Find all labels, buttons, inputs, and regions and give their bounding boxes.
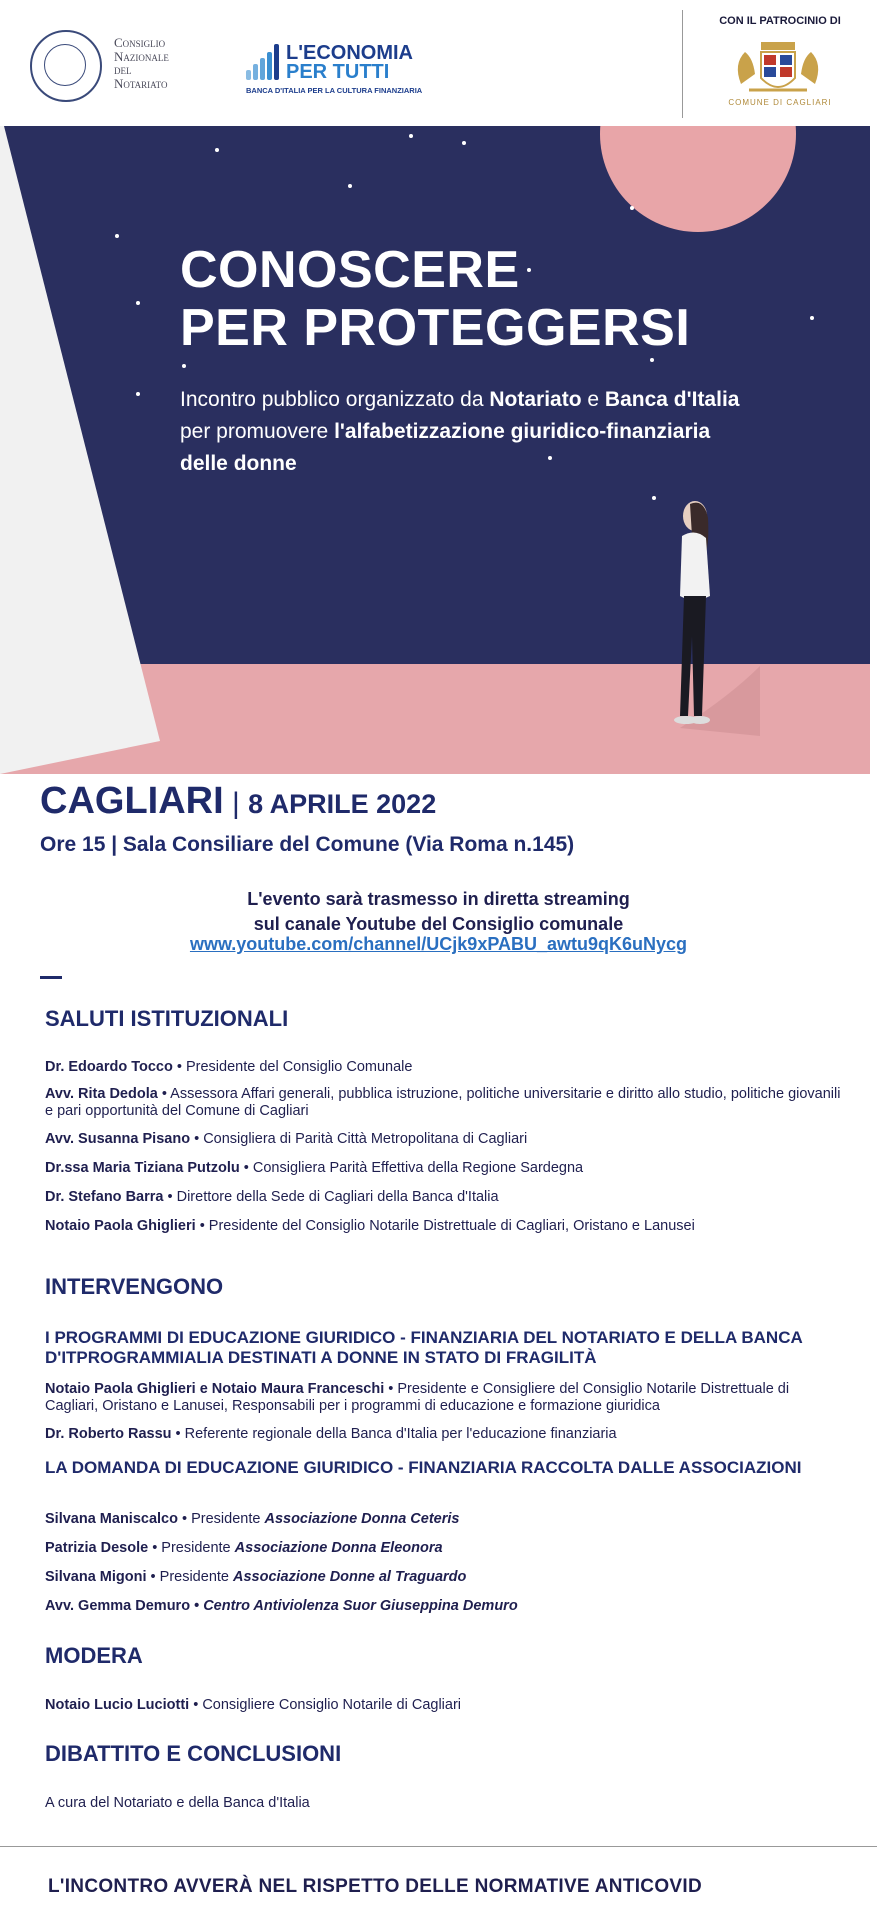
edge (870, 126, 877, 774)
list-item (45, 1086, 845, 1120)
star-icon (650, 358, 654, 362)
list-item (45, 1697, 845, 1714)
speaker-role: • Presidente (148, 1540, 235, 1556)
stream-line-2: sul canale Youtube del Consiglio comunale (253, 914, 624, 934)
cnn-line: Consiglio (114, 35, 166, 50)
moon-shape (600, 126, 796, 232)
speaker-name: Silvana Maniscalco (45, 1511, 178, 1527)
title-line-1: CONOSCERE (180, 241, 520, 299)
footer-divider (0, 1846, 877, 1847)
speaker-name: Dr. Stefano Barra (45, 1189, 164, 1205)
speaker-role: • Presidente del Consiglio Comunale (172, 1059, 413, 1075)
organization: Centro Antiviolenza Suor Giuseppina Demuro (203, 1598, 518, 1614)
list-item (45, 1160, 845, 1177)
list-item (45, 1189, 845, 1206)
speaker-role: • Consigliera Parità Effettiva della Regione Sardegna (239, 1160, 584, 1176)
stream-line-1: L'evento sarà trasmesso in diretta streaming (247, 889, 630, 909)
organization: Associazione Donna Eleonora (234, 1540, 443, 1556)
hero-intro (180, 384, 740, 480)
footer-note: L'INCONTRO AVVERÀ NEL RISPETTO DELLE NORMATIVE ANTICOVID (48, 1876, 702, 1897)
speaker-role: • Presidente (177, 1511, 265, 1527)
star-icon (409, 134, 413, 138)
list-item (45, 1426, 845, 1443)
speaker-role: • Referente regionale della Banca d'Italia per l'educazione finanziaria (171, 1426, 617, 1442)
speaker-role: • Presidente del Consiglio Notarile Distrettuale di Cagliari, Oristano e Lanusei (195, 1218, 695, 1234)
bar-chart-icon (246, 44, 282, 80)
intro-bold: Banca d'Italia (604, 388, 740, 411)
star-icon (115, 234, 119, 238)
title-line-2: PER PROTEGGERSI (180, 299, 691, 357)
section-title-modera: MODERA (45, 1643, 143, 1668)
city: CAGLIARI (40, 780, 224, 822)
speaker-name: Avv. Rita Dedola (45, 1086, 158, 1102)
speaker-role: • Consigliere Consiglio Notarile di Cagliari (189, 1697, 462, 1713)
subsection-title: LA DOMANDA DI EDUCAZIONE GIURIDICO - FINANZIARIA RACCOLTA DALLE ASSOCIAZIONI (45, 1458, 802, 1477)
speaker-name: Patrizia Desole (45, 1540, 149, 1556)
list-item (45, 1569, 845, 1586)
speaker-name: Dr. Roberto Rassu (45, 1426, 172, 1442)
hero-banner (0, 126, 877, 774)
section-title-dibattito: DIBATTITO E CONCLUSIONI (45, 1741, 342, 1766)
city-date (40, 780, 436, 823)
intro-bold: Notariato (489, 388, 582, 411)
intro-text: e (581, 388, 605, 411)
speaker-name: Silvana Migoni (45, 1569, 147, 1585)
divider-dash (40, 976, 62, 979)
cagliari-crest-icon (731, 34, 825, 104)
economia-title (286, 44, 413, 82)
organization: Associazione Donna Ceteris (264, 1511, 460, 1527)
woman-figure-icon (640, 496, 760, 736)
youtube-link[interactable]: www.youtube.com/channel/UCjk9xPABU_awtu9qK6uNycg (189, 934, 688, 954)
speaker-name: Notaio Lucio Luciotti (45, 1697, 190, 1713)
star-icon (462, 141, 466, 145)
notariato-seal-logo (30, 30, 102, 102)
list-item (45, 1598, 845, 1615)
list-item (45, 1131, 845, 1148)
section-title-intervengono: INTERVENGONO (45, 1274, 224, 1299)
econ-line-1: L'ECONOMIA (286, 42, 413, 64)
intro-bold: l'alfabetizzazione giuridico-finanziaria delle donne (180, 420, 711, 475)
list-item (45, 1218, 845, 1235)
speaker-role: • Presidente e Consigliere del Consiglio Notarile Distrettuale di Cagliari, Oristano e Lanusei, Responsabili per i programmi di educazione e formazione giuridica (45, 1381, 790, 1414)
star-icon (182, 364, 186, 368)
list-item (45, 1540, 845, 1557)
star-icon (136, 301, 140, 305)
cnn-line: Notariato (114, 75, 168, 91)
streaming-info (0, 884, 877, 914)
date: 8 APRILE 2022 (248, 789, 437, 819)
speaker-name: Notaio Paola Ghiglieri e Notaio Maura Franceschi (45, 1381, 385, 1397)
speaker-role: • (190, 1598, 204, 1614)
dibattito-text: A cura del Notariato e della Banca d'Italia (45, 1795, 310, 1811)
star-icon (348, 184, 352, 188)
intro-text: Incontro pubblico organizzato da (180, 388, 490, 411)
speaker-role: • Direttore della Sede di Cagliari della Banca d'Italia (163, 1189, 499, 1205)
speaker-name: Dr. Edoardo Tocco (45, 1059, 173, 1075)
star-icon (215, 148, 219, 152)
cnn-line: Nazionale (114, 48, 169, 64)
streaming-info-2 (0, 912, 877, 936)
econ-line-2: PER TUTTI (286, 61, 390, 83)
speaker-name: Notaio Paola Ghiglieri (45, 1218, 196, 1234)
econ-subtitle: BANCA D'ITALIA PER LA CULTURA FINANZIARIA (246, 86, 423, 95)
organization: Associazione Donne al Traguardo (233, 1569, 467, 1585)
list-item (45, 1059, 845, 1076)
section-title-saluti: SALUTI ISTITUZIONALI (45, 1006, 289, 1031)
cnn-line: del (114, 62, 132, 77)
speaker-name: Avv. Susanna Pisano (45, 1131, 191, 1147)
list-item (45, 1381, 845, 1415)
subsection-title: I PROGRAMMI DI EDUCAZIONE GIURIDICO - FINANZIARIA DEL NOTARIATO E DELLA BANCA D'ITPROGRAMMIALIA DESTINATI A DONNE IN STATO DI FRAGILITÀ (45, 1328, 803, 1367)
patrocinio-label: CON IL PATROCINIO DI (719, 15, 841, 27)
star-icon (810, 316, 814, 320)
list-item (45, 1511, 845, 1528)
speaker-name: Dr.ssa Maria Tiziana Putzolu (45, 1160, 240, 1176)
comune-label: COMUNE DI CAGLIARI (728, 98, 832, 107)
speaker-role: • Assessora Affari generali, pubblica istruzione, politiche universitarie e diritto allo studio, politiche giovanili e pari opportunità del Comune di Cagliari (45, 1086, 841, 1119)
time-place: Ore 15 | Sala Consiliare del Comune (Via Roma n.145) (40, 833, 575, 856)
divider (682, 10, 683, 118)
star-icon (136, 392, 140, 396)
star-icon (630, 206, 634, 210)
speaker-role: • Consigliera di Parità Città Metropolitana di Cagliari (190, 1131, 528, 1147)
intro-text: per promuovere (180, 420, 335, 443)
speaker-role: • Presidente (146, 1569, 233, 1585)
hero-title (180, 241, 690, 357)
separator: | (223, 787, 249, 820)
cnn-logo-text (114, 36, 169, 90)
speaker-name: Avv. Gemma Demuro (45, 1598, 191, 1614)
header (0, 0, 877, 126)
